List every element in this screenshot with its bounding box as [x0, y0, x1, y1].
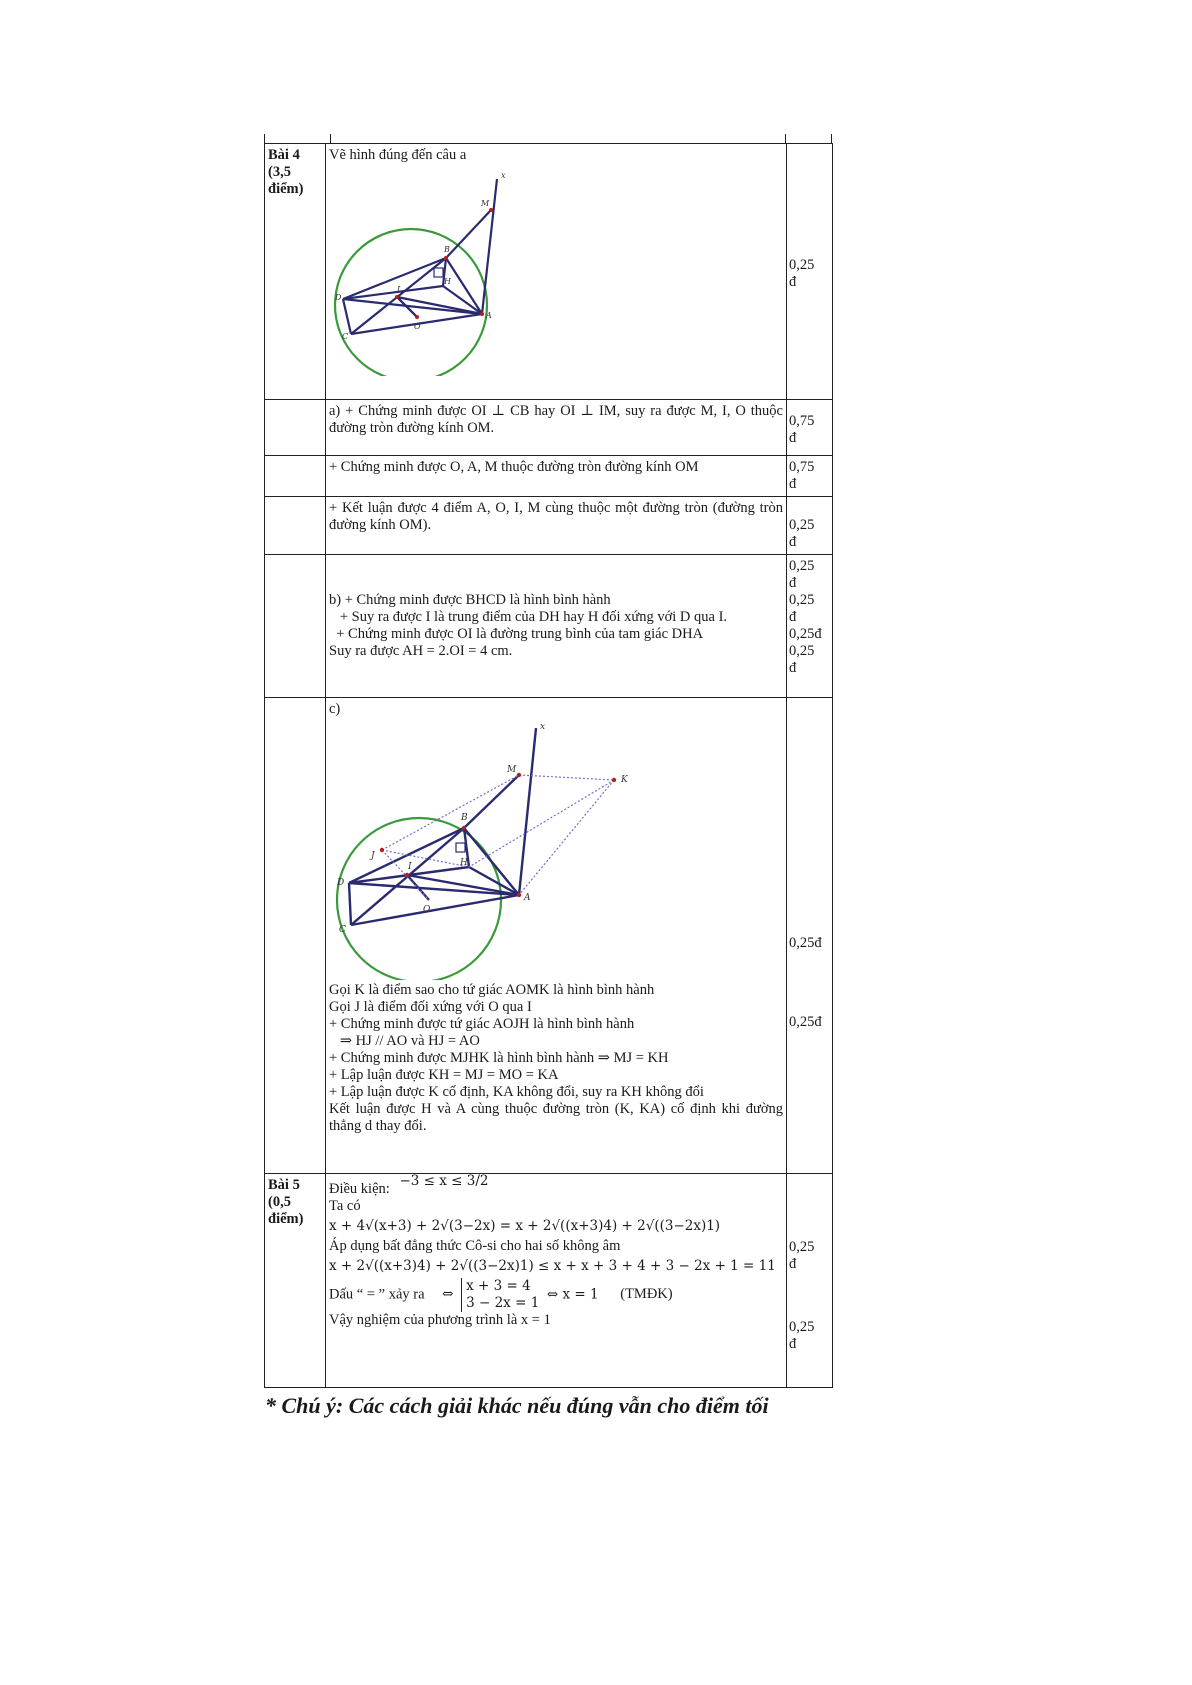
figure-label: C	[342, 332, 349, 341]
condition-math: −3 ≤ x ≤ 3/2	[399, 1173, 489, 1189]
solution-step: + Chứng minh được O, A, M thuộc đường tròn đường kính OM	[329, 459, 699, 475]
equality-row	[329, 1278, 783, 1312]
score: 0,25 đ	[789, 517, 815, 550]
equation: x + 4√(x+3) + 2√(3−2x) = x + 2√((x+3)4) + 2√((3−2x)1)	[329, 1218, 721, 1234]
table-row	[265, 144, 833, 400]
system-equation: 3 − 2x = 1	[466, 1295, 540, 1311]
score-cell	[787, 555, 833, 698]
score: 0,25 đ	[789, 1319, 815, 1352]
figure-label: I	[397, 285, 401, 294]
figure-label: O	[414, 322, 421, 331]
solution-step: + Lập luận được KH = MJ = MO = KA	[329, 1067, 559, 1083]
table-row	[265, 400, 833, 456]
figure-label: D	[335, 293, 342, 302]
figure-label: I	[408, 862, 412, 872]
problem-points: (3,5	[268, 164, 291, 180]
solution-step: Áp dụng bất đẳng thức Cô-si cho hai số không âm	[329, 1238, 621, 1254]
problem-label-cell	[265, 144, 326, 400]
equation-system	[461, 1278, 539, 1312]
iff-symbol: ⇔	[442, 1286, 454, 1303]
system-equation: x + 3 = 4	[466, 1278, 531, 1294]
solution-step: Suy ra được AH = 2.OI = 4 cm.	[329, 643, 513, 659]
condition-check: (TMĐK)	[620, 1286, 673, 1303]
score-cell	[787, 144, 833, 400]
column-divider	[785, 134, 786, 143]
problem-label-cell	[265, 555, 326, 698]
solution-step: + Kết luận được 4 điểm A, O, I, M cùng thuộc một đường tròn (đường tròn đường kính OM).	[329, 500, 783, 533]
figure-label: K	[621, 775, 628, 785]
content-cell	[326, 400, 787, 456]
conclusion: Vậy nghiệm của phương trình là x = 1	[329, 1312, 551, 1328]
solution-step: + Suy ra được I là trung điểm của DH hay H đối xứng với D qua I.	[329, 609, 728, 625]
content-cell	[326, 698, 787, 1174]
solution-step: + Chứng minh được OI là đường trung bình của tam giác DHA	[329, 626, 704, 642]
content-cell	[326, 1174, 787, 1388]
figure-label: x	[501, 171, 506, 180]
problem-points: (0,5	[268, 1194, 291, 1210]
table-row	[265, 456, 833, 497]
problem-label-cell	[265, 456, 326, 497]
figure-label: B	[444, 245, 450, 254]
figure-instruction: Vẽ hình đúng đến câu a	[329, 147, 467, 163]
score-cell	[787, 698, 833, 1174]
condition-label: Điều kiện:	[329, 1181, 390, 1197]
figure-label: A	[486, 311, 492, 320]
footnote: * Chú ý: Các cách giải khác nếu đúng vẫn cho điểm tối	[265, 1393, 769, 1418]
solution-step: + Chứng minh được MJHK là hình bình hành ⇒ MJ = KH	[329, 1050, 669, 1066]
solution-step: ⇒ HJ // AO và HJ = AO	[329, 1033, 480, 1049]
figure-label: D	[337, 878, 345, 888]
figure-label: J	[371, 851, 375, 861]
score-cell	[787, 1174, 833, 1388]
content-cell	[326, 497, 787, 555]
content-cell	[326, 144, 787, 400]
score: 0,25 đ 0,25 đ 0,25đ 0,25 đ	[789, 558, 822, 676]
figure-label: B	[461, 813, 468, 823]
figure-label: C	[339, 925, 346, 935]
solution-step: a) + Chứng minh được OI ⊥ CB hay OI ⊥ IM, suy ra được M, I, O thuộc đường tròn đường kính OM.	[329, 403, 783, 436]
problem-points-unit: điểm)	[268, 181, 304, 197]
geometry-figure-1	[333, 166, 533, 376]
problem-points-unit: điểm)	[268, 1211, 304, 1227]
figure-label: O	[423, 905, 431, 915]
figure-label: H	[460, 858, 468, 868]
score: 0,25đ	[789, 935, 822, 951]
table-row	[265, 555, 833, 698]
content-cell	[326, 456, 787, 497]
part-label: c)	[329, 701, 341, 717]
solution-step: Ta có	[329, 1198, 361, 1214]
column-divider	[330, 134, 331, 143]
figure-label: x	[540, 722, 546, 732]
problem-label-cell	[265, 400, 326, 456]
solution-step: + Chứng minh được tứ giác AOJH là hình bình hành	[329, 1016, 635, 1032]
score-cell	[787, 400, 833, 456]
score-cell	[787, 456, 833, 497]
problem-label-cell	[265, 698, 326, 1174]
figure-label: A	[524, 893, 531, 903]
solution-step: Kết luận được H và A cùng thuộc đường tròn (K, KA) cố định khi đường thẳng d thay đổi.	[329, 1101, 783, 1134]
condition-row	[329, 1173, 783, 1198]
problem-label-cell	[265, 1174, 326, 1388]
geometry-figure-2	[329, 720, 659, 980]
solution-step: Gọi J là điểm đối xứng với O qua I	[329, 999, 532, 1015]
solution-step: + Lập luận được K cố định, KA không đổi, suy ra KH không đổi	[329, 1084, 704, 1100]
grading-table	[264, 143, 833, 1388]
table-row	[265, 698, 833, 1174]
table-row	[265, 497, 833, 555]
score-cell	[787, 497, 833, 555]
table-row	[265, 1174, 833, 1388]
content-cell	[326, 555, 787, 698]
problem-label: Bài 5	[268, 1177, 300, 1193]
score: 0,25 đ	[789, 1239, 815, 1272]
score: 0,75 đ	[789, 459, 815, 492]
figure-label: M	[507, 765, 517, 775]
score: 0,75 đ	[789, 413, 815, 446]
solution-math: ⇔ x = 1	[546, 1286, 599, 1303]
problem-label: Bài 4	[268, 147, 300, 163]
solution-step: Gọi K là điểm sao cho tứ giác AOMK là hình bình hành	[329, 982, 655, 998]
problem-label-cell	[265, 497, 326, 555]
score: 0,25đ	[789, 1014, 822, 1030]
score: 0,25 đ	[789, 257, 815, 290]
equation: x + 2√((x+3)4) + 2√((3−2x)1) ≤ x + x + 3 + 4 + 3 − 2x + 1 = 11	[329, 1258, 776, 1274]
equality-label: Dấu “ = ” xảy ra	[329, 1286, 425, 1303]
solution-step: b) + Chứng minh được BHCD là hình bình hành	[329, 592, 611, 608]
figure-label: M	[481, 199, 490, 208]
figure-label: H	[444, 277, 451, 286]
previous-row-stub	[264, 134, 832, 143]
